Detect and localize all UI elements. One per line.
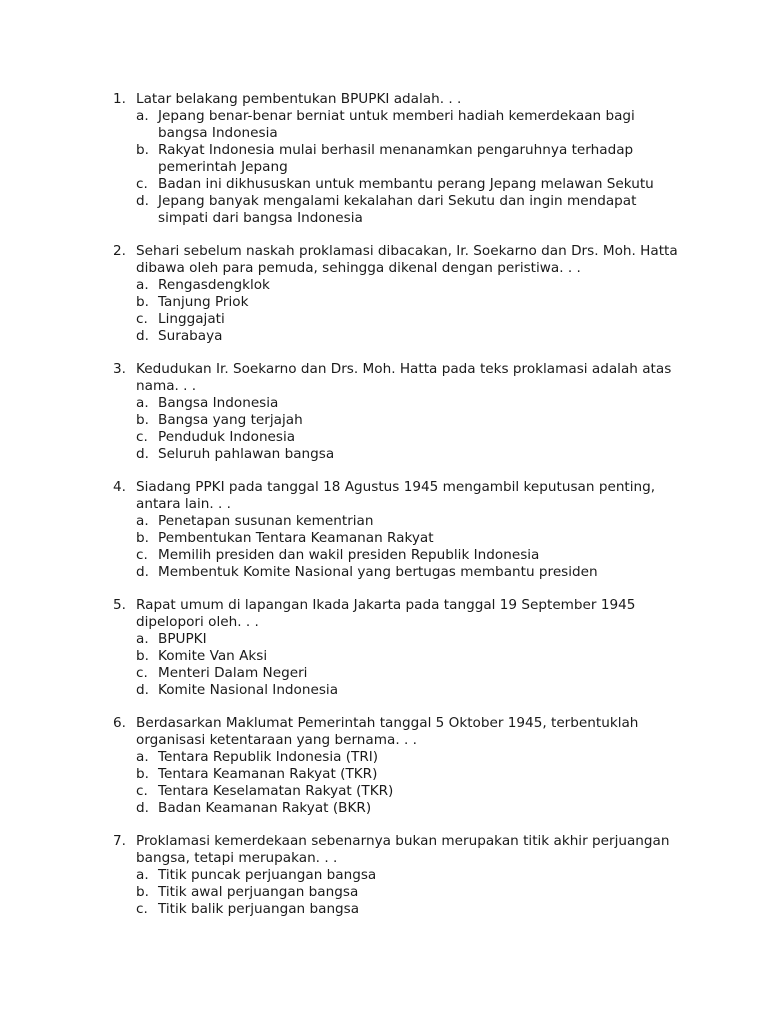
question	[113, 479, 683, 581]
option-text: Jepang benar-benar berniat untuk memberi hadiah kemerdekaan bagi bangsa Indonesia	[158, 108, 635, 141]
answer-option	[136, 328, 683, 345]
answer-option	[136, 193, 683, 227]
option-letter: c.	[136, 311, 148, 327]
option-text: BPUPKI	[158, 631, 207, 647]
option-text: Komite Van Aksi	[158, 648, 268, 664]
answer-option	[136, 311, 683, 328]
option-letter: b.	[136, 884, 149, 900]
option-letter: a.	[136, 108, 149, 124]
option-text: Tentara Republik Indonesia (TRI)	[158, 749, 379, 765]
question-text: Sehari sebelum naskah proklamasi dibacakan, Ir. Soekarno dan Drs. Moh. Hatta dibawa oleh para pemuda, sehingga dikenal dengan peristiwa. . .	[136, 243, 678, 276]
option-list	[136, 108, 683, 227]
option-letter: b.	[136, 294, 149, 310]
option-letter: d.	[136, 446, 149, 462]
question-text: Proklamasi kemerdekaan sebenarnya bukan merupakan titik akhir perjuangan bangsa, tetapi merupakan. . .	[136, 833, 670, 866]
answer-option	[136, 108, 683, 142]
answer-option	[136, 176, 683, 193]
option-text: Rakyat Indonesia mulai berhasil menanamkan pengaruhnya terhadap pemerintah Jepang	[158, 142, 634, 175]
option-list	[136, 395, 683, 463]
option-list	[136, 513, 683, 581]
option-text: Titik awal perjuangan bangsa	[158, 884, 359, 900]
question	[113, 597, 683, 699]
option-text: Penetapan susunan kementrian	[158, 513, 374, 529]
option-text: Tentara Keamanan Rakyat (TKR)	[158, 766, 378, 782]
option-text: Bangsa Indonesia	[158, 395, 279, 411]
answer-option	[136, 395, 683, 412]
answer-option	[136, 665, 683, 682]
answer-option	[136, 884, 683, 901]
option-letter: d.	[136, 682, 149, 698]
option-letter: c.	[136, 547, 148, 563]
question-text: Rapat umum di lapangan Ikada Jakarta pada tanggal 19 September 1945 dipelopori oleh. . .	[136, 597, 636, 630]
question	[113, 91, 683, 227]
option-text: Pembentukan Tentara Keamanan Rakyat	[158, 530, 434, 546]
question-number: 1.	[113, 91, 126, 107]
answer-option	[136, 749, 683, 766]
answer-option	[136, 901, 683, 918]
option-letter: d.	[136, 800, 149, 816]
answer-option	[136, 412, 683, 429]
answer-option	[136, 631, 683, 648]
option-text: Rengasdengklok	[158, 277, 270, 293]
option-letter: d.	[136, 193, 149, 209]
option-text: Surabaya	[158, 328, 223, 344]
option-text: Jepang banyak mengalami kekalahan dari Sekutu dan ingin mendapat simpati dari bangsa Indonesia	[158, 193, 637, 226]
option-text: Penduduk Indonesia	[158, 429, 296, 445]
option-text: Badan ini dikhususkan untuk membantu perang Jepang melawan Sekutu	[158, 176, 654, 192]
option-list	[136, 749, 683, 817]
question-text: Latar belakang pembentukan BPUPKI adalah. . .	[136, 91, 462, 107]
option-letter: b.	[136, 412, 149, 428]
option-letter: a.	[136, 867, 149, 883]
option-text: Memilih presiden dan wakil presiden Republik Indonesia	[158, 547, 540, 563]
answer-option	[136, 530, 683, 547]
option-letter: d.	[136, 328, 149, 344]
option-list	[136, 631, 683, 699]
option-letter: c.	[136, 901, 148, 917]
option-text: Badan Keamanan Rakyat (BKR)	[158, 800, 372, 816]
option-text: Bangsa yang terjajah	[158, 412, 303, 428]
option-letter: c.	[136, 176, 148, 192]
option-text: Tentara Keselamatan Rakyat (TKR)	[158, 783, 394, 799]
answer-option	[136, 429, 683, 446]
option-text: Tanjung Priok	[158, 294, 249, 310]
question-number: 6.	[113, 715, 126, 731]
option-text: Titik puncak perjuangan bangsa	[158, 867, 377, 883]
option-text: Linggajati	[158, 311, 225, 327]
option-letter: a.	[136, 277, 149, 293]
question-number: 5.	[113, 597, 126, 613]
answer-option	[136, 564, 683, 581]
answer-option	[136, 766, 683, 783]
question-number: 3.	[113, 361, 126, 377]
question-number: 2.	[113, 243, 126, 259]
option-letter: b.	[136, 648, 149, 664]
question	[113, 243, 683, 345]
option-letter: c.	[136, 783, 148, 799]
question	[113, 361, 683, 463]
question-text: Berdasarkan Maklumat Pemerintah tanggal 5 Oktober 1945, terbentuklah organisasi ketentaraan yang bernama. . .	[136, 715, 639, 748]
option-text: Seluruh pahlawan bangsa	[158, 446, 335, 462]
question-number: 7.	[113, 833, 126, 849]
question-number: 4.	[113, 479, 126, 495]
option-letter: c.	[136, 665, 148, 681]
option-text: Titik balik perjuangan bangsa	[158, 901, 360, 917]
answer-option	[136, 294, 683, 311]
option-letter: c.	[136, 429, 148, 445]
answer-option	[136, 682, 683, 699]
option-letter: d.	[136, 564, 149, 580]
answer-option	[136, 547, 683, 564]
option-letter: b.	[136, 142, 149, 158]
option-list	[136, 867, 683, 918]
option-letter: a.	[136, 513, 149, 529]
option-letter: a.	[136, 631, 149, 647]
answer-option	[136, 800, 683, 817]
option-letter: a.	[136, 749, 149, 765]
question-text: Kedudukan Ir. Soekarno dan Drs. Moh. Hatta pada teks proklamasi adalah atas nama. . .	[136, 361, 672, 394]
question	[113, 833, 683, 918]
answer-option	[136, 783, 683, 800]
answer-option	[136, 142, 683, 176]
answer-option	[136, 513, 683, 530]
option-letter: b.	[136, 530, 149, 546]
option-text: Komite Nasional Indonesia	[158, 682, 339, 698]
question-list	[113, 91, 683, 934]
answer-option	[136, 446, 683, 463]
option-list	[136, 277, 683, 345]
question	[113, 715, 683, 817]
option-letter: b.	[136, 766, 149, 782]
answer-option	[136, 277, 683, 294]
option-letter: a.	[136, 395, 149, 411]
question-text: Siadang PPKI pada tanggal 18 Agustus 1945 mengambil keputusan penting, antara lain. . .	[136, 479, 656, 512]
option-text: Membentuk Komite Nasional yang bertugas membantu presiden	[158, 564, 598, 580]
answer-option	[136, 648, 683, 665]
option-text: Menteri Dalam Negeri	[158, 665, 308, 681]
answer-option	[136, 867, 683, 884]
